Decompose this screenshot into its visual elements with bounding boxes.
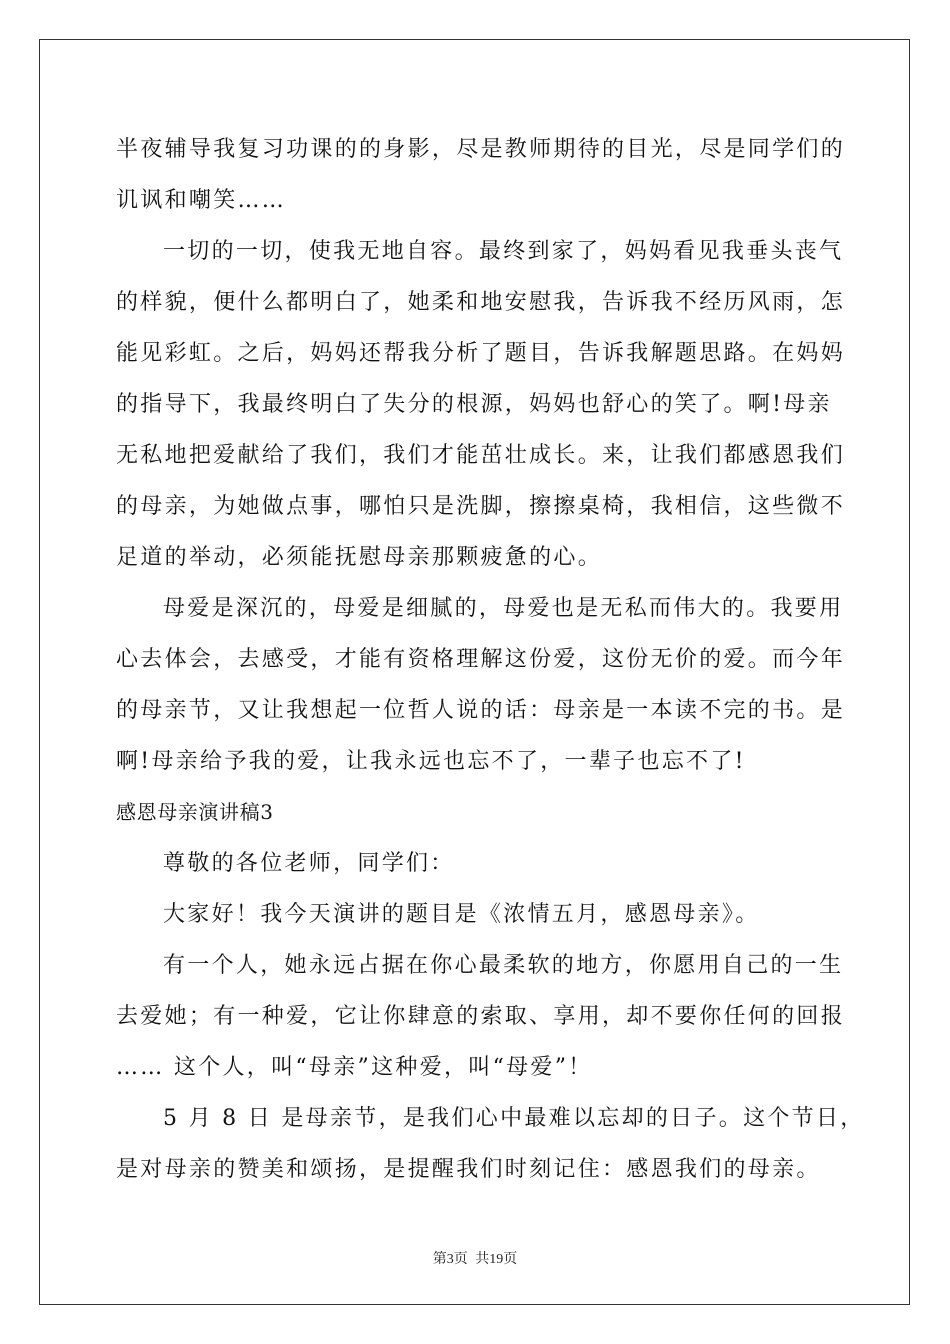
text-line: 去爱她；有一种爱，它让你肆意的索取、享用，却不要你任何的回报: [116, 1004, 846, 1029]
text-line: 心去体会，去感受，才能有资格理解这份爱，这份无价的爱。而今年: [116, 647, 846, 672]
text-line: 母爱是深沉的，母爱是细腻的，母爱也是无私而伟大的。我要用: [163, 596, 844, 621]
text-line: 讥讽和嘲笑……: [116, 188, 287, 213]
page-total: 共19页: [475, 1252, 518, 1267]
page-number: 第3页: [432, 1252, 468, 1267]
text-line: 尊敬的各位老师，同学们：: [163, 851, 455, 876]
page-footer: [0, 1248, 950, 1268]
text-line: 无私地把爱献给了我们，我们才能茁壮成长。来，让我们都感恩我们: [116, 443, 846, 468]
text-line: 能见彩虹。之后，妈妈还帮我分析了题目，告诉我解题思路。在妈妈: [116, 341, 846, 366]
text-line: 半夜辅导我复习功课的的身影，尽是教师期待的目光，尽是同学们的: [116, 137, 846, 162]
text-line: 的母亲，为她做点事，哪怕只是洗脚，擦擦桌椅，我相信，这些微不: [116, 494, 846, 519]
text-line: …… 这个人，叫“母亲”这种爱，叫“母爱”！: [116, 1055, 593, 1080]
text-line: 大家好！我今天演讲的题目是《浓情五月，感恩母亲》。: [163, 902, 760, 927]
text-line: 足道的举动，必须能抚慰母亲那颗疲惫的心。: [116, 545, 603, 570]
text-line: 的指导下，我最终明白了失分的根源，妈妈也舒心的笑了。啊!母亲: [116, 392, 832, 417]
text-line: 的样貌，便什么都明白了，她柔和地安慰我，告诉我不经历风雨，怎: [116, 290, 846, 315]
text-line: 是对母亲的赞美和颂扬，是提醒我们时刻记住：感恩我们的母亲。: [116, 1157, 821, 1182]
section-heading: 感恩母亲演讲稿3: [116, 800, 274, 824]
document-body: [116, 124, 865, 1195]
text-line: 的母亲节，又让我想起一位哲人说的话：母亲是一本读不完的书。是: [116, 698, 846, 723]
text-line: 5 月 8 日 是母亲节，是我们心中最难以忘却的日子。这个节日，: [163, 1106, 865, 1131]
text-line: 啊!母亲给予我的爱，让我永远也忘不了，一辈子也忘不了!: [116, 749, 746, 774]
text-line: 有一个人，她永远占据在你心最柔软的地方，你愿用自己的一生: [163, 953, 844, 978]
text-line: 一切的一切，使我无地自容。最终到家了，妈妈看见我垂头丧气: [163, 239, 844, 264]
